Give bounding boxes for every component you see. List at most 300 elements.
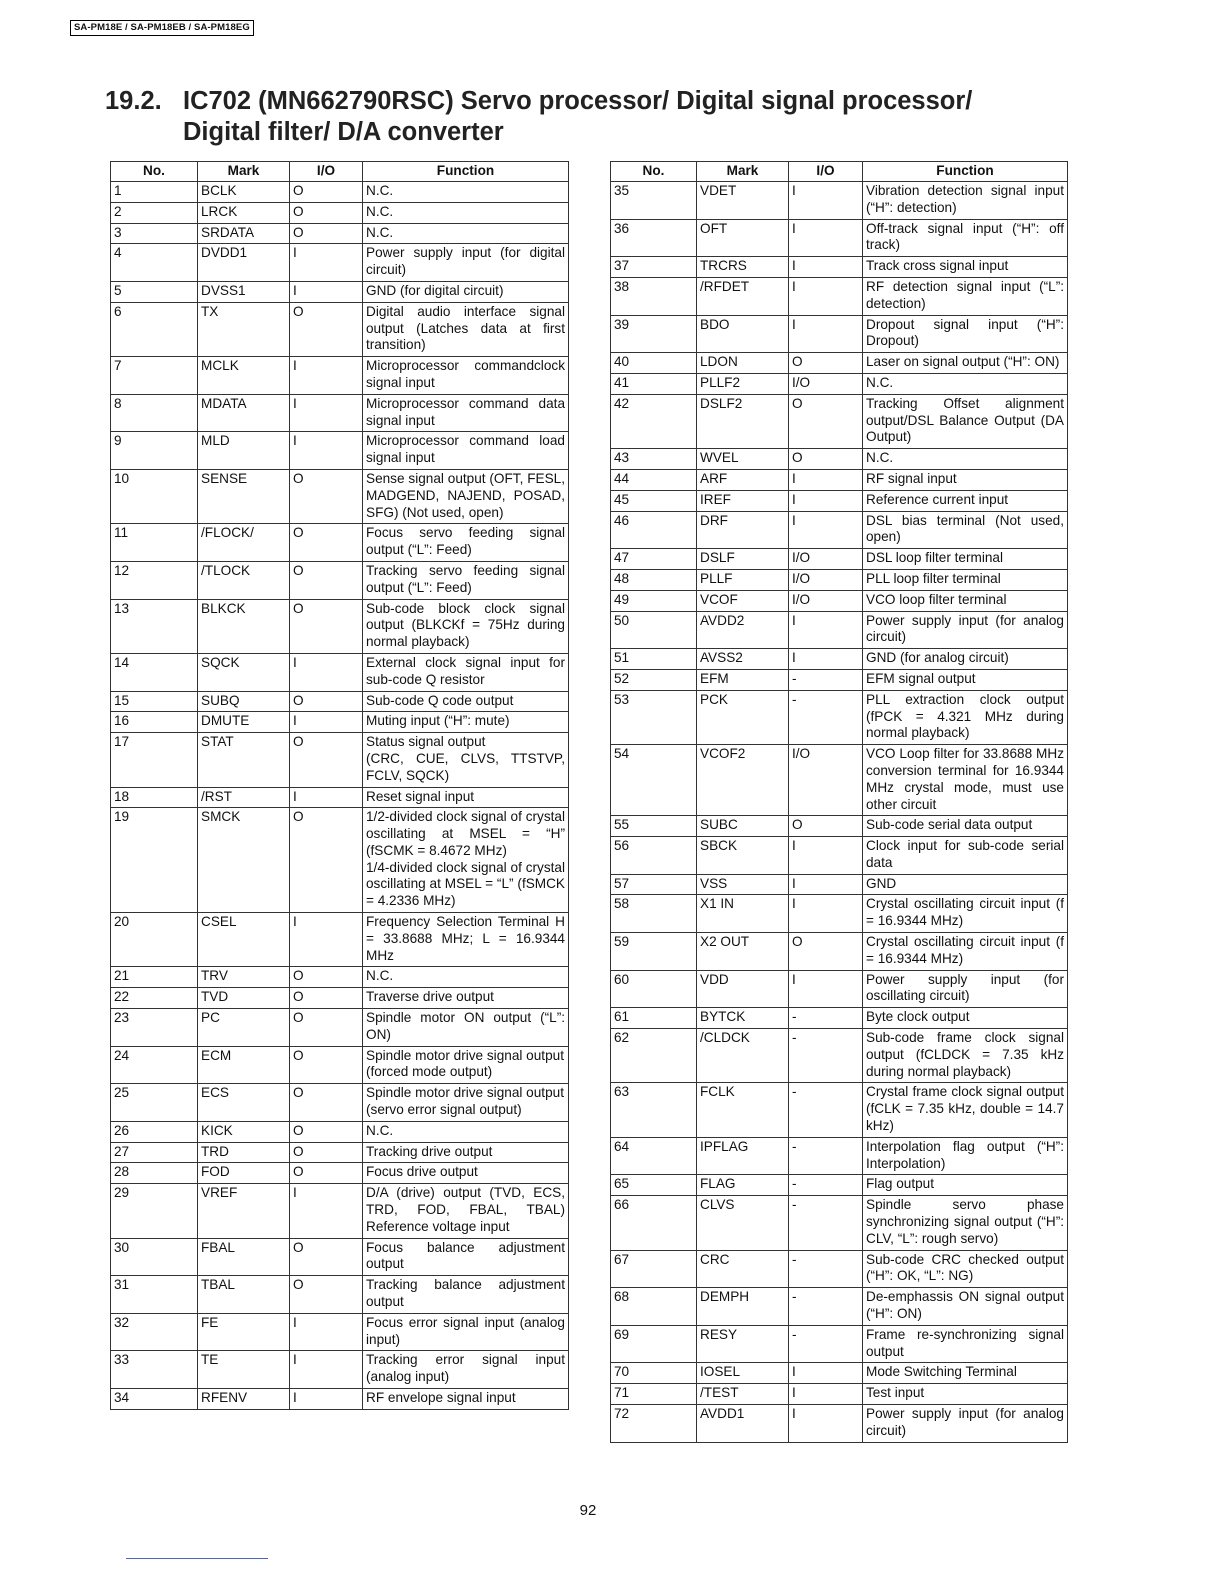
pin-io: - [789, 690, 863, 744]
pin-mark: FLAG [697, 1175, 789, 1196]
pin-function: Reset signal input [363, 787, 569, 808]
pin-mark: TRCRS [697, 257, 789, 278]
pin-mark: FOD [198, 1163, 290, 1184]
pin-function: RF envelope signal input [363, 1389, 569, 1410]
pin-io: I [290, 787, 363, 808]
pin-function: Focus drive output [363, 1163, 569, 1184]
pin-number: 37 [611, 257, 697, 278]
table-row [611, 837, 1068, 875]
table-row [611, 394, 1068, 448]
pin-mark: VREF [198, 1184, 290, 1238]
col-header-mark: Mark [198, 162, 290, 182]
pin-io: I/O [789, 590, 863, 611]
pin-mark: STAT [198, 733, 290, 787]
table-row [611, 611, 1068, 649]
pin-function: Microprocessor command load signal input [363, 432, 569, 470]
pin-number: 4 [111, 244, 198, 282]
pin-number: 68 [611, 1288, 697, 1326]
table-row [111, 988, 569, 1009]
table-row [111, 1313, 569, 1351]
pin-io: I [290, 1313, 363, 1351]
pin-io: I [789, 219, 863, 257]
pin-function: Crystal frame clock signal output (fCLK = 7.35 kHz, double = 14.7 kHz) [863, 1083, 1068, 1137]
section-title-line1: IC702 (MN662790RSC) Servo processor/ Digital signal processor/ [183, 87, 973, 115]
pin-mark: DEMPH [697, 1288, 789, 1326]
pin-io: - [789, 1325, 863, 1363]
pin-function: VCO Loop filter for 33.8688 MHz conversion terminal for 16.9344 MHz crystal mode, must use other circuit [863, 745, 1068, 816]
pin-mark: MLD [198, 432, 290, 470]
pin-table-left [110, 161, 569, 1410]
pin-number: 32 [111, 1313, 198, 1351]
pin-mark: VCOF2 [697, 745, 789, 816]
pin-io: - [789, 1196, 863, 1250]
pin-mark: PLLF [697, 569, 789, 590]
pin-function: Power supply input (for digital circuit) [363, 244, 569, 282]
table-row [611, 1288, 1068, 1326]
pin-io: I/O [789, 745, 863, 816]
pin-io: I [789, 874, 863, 895]
pin-io: I [789, 182, 863, 220]
pin-function: Digital audio interface signal output (Latches data at first transition) [363, 302, 569, 356]
table-row [111, 281, 569, 302]
pin-function: External clock signal input for sub-code Q resistor [363, 653, 569, 691]
table-row [111, 1084, 569, 1122]
pin-number: 27 [111, 1142, 198, 1163]
pin-function: Tracking servo feeding signal output (“L”: Feed) [363, 561, 569, 599]
pin-io: I [290, 432, 363, 470]
pin-mark: EFM [697, 669, 789, 690]
table-row [111, 244, 569, 282]
table-row [611, 933, 1068, 971]
pin-mark: VCOF [697, 590, 789, 611]
pin-mark: BYTCK [697, 1008, 789, 1029]
model-number-header: SA-PM18E / SA-PM18EB / SA-PM18EG [70, 20, 254, 36]
table-row [611, 874, 1068, 895]
pin-number: 18 [111, 787, 198, 808]
pin-number: 23 [111, 1009, 198, 1047]
pin-function: Spindle motor drive signal output (forced mode output) [363, 1046, 569, 1084]
pin-function: Sub-code block clock signal output (BLKCKf = 75Hz during normal playback) [363, 599, 569, 653]
pin-io: I [290, 913, 363, 967]
pin-mark: LRCK [198, 202, 290, 223]
pin-number: 43 [611, 449, 697, 470]
pin-number: 29 [111, 1184, 198, 1238]
pin-io: I [789, 469, 863, 490]
table-row [111, 653, 569, 691]
pin-number: 35 [611, 182, 697, 220]
pin-function: Tracking drive output [363, 1142, 569, 1163]
pin-mark: /CLDCK [697, 1029, 789, 1083]
pin-number: 42 [611, 394, 697, 448]
pin-function: N.C. [363, 967, 569, 988]
pin-number: 47 [611, 549, 697, 570]
pin-io: O [290, 1121, 363, 1142]
table-row [111, 1351, 569, 1389]
pin-function: Spindle motor drive signal output (servo error signal output) [363, 1084, 569, 1122]
table-row [611, 690, 1068, 744]
pin-number: 12 [111, 561, 198, 599]
pin-mark: TBAL [198, 1276, 290, 1314]
pin-mark: RESY [697, 1325, 789, 1363]
table-row [611, 1250, 1068, 1288]
pin-mark: DSLF2 [697, 394, 789, 448]
table-row [111, 1142, 569, 1163]
pin-function: DSL bias terminal (Not used, open) [863, 511, 1068, 549]
table-row [611, 353, 1068, 374]
pin-function: De-emphassis ON signal output (“H”: ON) [863, 1288, 1068, 1326]
pin-table-right [610, 161, 1068, 1443]
pin-function: Sub-code CRC checked output (“H”: OK, “L”: NG) [863, 1250, 1068, 1288]
pin-mark: MDATA [198, 394, 290, 432]
pin-number: 30 [111, 1238, 198, 1276]
pin-io: O [290, 988, 363, 1009]
table-row [111, 1238, 569, 1276]
table-row [111, 182, 569, 203]
pin-mark: FBAL [198, 1238, 290, 1276]
pin-io: O [290, 808, 363, 913]
pin-function: Traverse drive output [363, 988, 569, 1009]
pin-mark: TVD [198, 988, 290, 1009]
table-row [111, 733, 569, 787]
pin-function: Frame re-synchronizing signal output [863, 1325, 1068, 1363]
pin-function: Crystal oscillating circuit input (f = 16.9344 MHz) [863, 895, 1068, 933]
pin-number: 22 [111, 988, 198, 1009]
pin-io: - [789, 1083, 863, 1137]
pin-number: 9 [111, 432, 198, 470]
pin-function: Power supply input (for analog circuit) [863, 611, 1068, 649]
pin-mark: X1 IN [697, 895, 789, 933]
pin-mark: SBCK [697, 837, 789, 875]
pin-function: GND (for analog circuit) [863, 649, 1068, 670]
pin-io: O [290, 1276, 363, 1314]
pin-io: O [789, 816, 863, 837]
section-number: 19.2. [105, 87, 162, 115]
pin-mark: DRF [697, 511, 789, 549]
table-row [111, 599, 569, 653]
pin-function: Sub-code serial data output [863, 816, 1068, 837]
pin-mark: SMCK [198, 808, 290, 913]
pin-function: Frequency Selection Terminal H = 33.8688 MHz; L = 16.9344 MHz [363, 913, 569, 967]
pin-io: O [789, 394, 863, 448]
pin-io: O [290, 182, 363, 203]
pin-function: N.C. [363, 223, 569, 244]
pin-mark: PLLF2 [697, 373, 789, 394]
pin-number: 28 [111, 1163, 198, 1184]
pin-io: - [789, 1250, 863, 1288]
pin-io: I [789, 511, 863, 549]
table-row [611, 590, 1068, 611]
pin-number: 26 [111, 1121, 198, 1142]
pin-number: 56 [611, 837, 697, 875]
pin-function: RF detection signal input (“L”: detection) [863, 277, 1068, 315]
pin-number: 21 [111, 967, 198, 988]
pin-io: - [789, 1008, 863, 1029]
pin-io: I [290, 1184, 363, 1238]
pin-function: Crystal oscillating circuit input (f = 16.9344 MHz) [863, 933, 1068, 971]
col-header-no: No. [611, 162, 697, 182]
pin-io: - [789, 1137, 863, 1175]
table-row [611, 1008, 1068, 1029]
pin-mark: CSEL [198, 913, 290, 967]
table-row [111, 432, 569, 470]
pin-function: Off-track signal input (“H”: off track) [863, 219, 1068, 257]
pin-number: 5 [111, 281, 198, 302]
table-row [611, 745, 1068, 816]
table-row [111, 967, 569, 988]
table-row [111, 1163, 569, 1184]
pin-number: 38 [611, 277, 697, 315]
table-row [611, 373, 1068, 394]
pin-io: O [290, 202, 363, 223]
pin-number: 41 [611, 373, 697, 394]
table-row [611, 511, 1068, 549]
pin-mark: FE [198, 1313, 290, 1351]
pin-io: O [290, 1046, 363, 1084]
pin-function: Muting input (“H”: mute) [363, 712, 569, 733]
pin-io: O [290, 967, 363, 988]
table-row [611, 1029, 1068, 1083]
pin-io: I [789, 315, 863, 353]
table-row [611, 182, 1068, 220]
pin-function: 1/2-divided clock signal of crystal oscillating at MSEL = “H” (fSCMK = 8.4672 MHz) 1/4-divided clock signal of crystal oscillating at MSEL = “L” (fSMCK = 4.2336 MHz) [363, 808, 569, 913]
pin-function: Microprocessor commandclock signal input [363, 357, 569, 395]
pin-io: O [789, 353, 863, 374]
pin-io: I [290, 712, 363, 733]
table-row [611, 816, 1068, 837]
pin-number: 36 [611, 219, 697, 257]
pin-io: I [789, 257, 863, 278]
pin-io: O [290, 469, 363, 523]
pin-function: Focus error signal input (analog input) [363, 1313, 569, 1351]
pin-function: Sub-code Q code output [363, 691, 569, 712]
pin-io: I [290, 244, 363, 282]
pin-number: 59 [611, 933, 697, 971]
pin-mark: DVDD1 [198, 244, 290, 282]
pin-io: O [789, 449, 863, 470]
pin-io: O [290, 599, 363, 653]
table-row [111, 787, 569, 808]
pin-function: Power supply input (for oscillating circuit) [863, 970, 1068, 1008]
table-row [611, 895, 1068, 933]
pin-function: Reference current input [863, 490, 1068, 511]
pin-function: RF signal input [863, 469, 1068, 490]
pin-io: O [290, 1142, 363, 1163]
pin-number: 40 [611, 353, 697, 374]
pin-io: O [290, 561, 363, 599]
pin-function: GND (for digital circuit) [363, 281, 569, 302]
pin-function: GND [863, 874, 1068, 895]
pin-number: 14 [111, 653, 198, 691]
pin-mark: /RFDET [697, 277, 789, 315]
pin-mark: CRC [697, 1250, 789, 1288]
pin-number: 6 [111, 302, 198, 356]
pin-number: 60 [611, 970, 697, 1008]
col-header-io: I/O [290, 162, 363, 182]
pin-function: Test input [863, 1384, 1068, 1405]
pin-mark: PC [198, 1009, 290, 1047]
pin-io: O [290, 1163, 363, 1184]
pin-number: 39 [611, 315, 697, 353]
table-row [611, 1175, 1068, 1196]
pin-mark: ARF [697, 469, 789, 490]
pin-io: O [290, 524, 363, 562]
pin-function: Power supply input (for analog circuit) [863, 1405, 1068, 1443]
table-row [111, 1046, 569, 1084]
pin-io: I [290, 1389, 363, 1410]
pin-io: - [789, 669, 863, 690]
pin-io: I [290, 1351, 363, 1389]
pin-function: Vibration detection signal input (“H”: detection) [863, 182, 1068, 220]
table-row [111, 223, 569, 244]
pin-mark: TRV [198, 967, 290, 988]
pin-number: 69 [611, 1325, 697, 1363]
pin-io: I/O [789, 569, 863, 590]
table-row [111, 357, 569, 395]
pin-io: - [789, 1175, 863, 1196]
pin-function: N.C. [863, 373, 1068, 394]
pin-number: 55 [611, 816, 697, 837]
pin-function: Flag output [863, 1175, 1068, 1196]
pin-number: 61 [611, 1008, 697, 1029]
pin-mark: FCLK [697, 1083, 789, 1137]
pin-number: 52 [611, 669, 697, 690]
col-header-function: Function [863, 162, 1068, 182]
table-row [111, 1121, 569, 1142]
pin-number: 24 [111, 1046, 198, 1084]
table-row [611, 1384, 1068, 1405]
pin-mark: DMUTE [198, 712, 290, 733]
pin-number: 66 [611, 1196, 697, 1250]
pin-io: I [290, 394, 363, 432]
table-row [111, 394, 569, 432]
pin-number: 44 [611, 469, 697, 490]
pin-number: 8 [111, 394, 198, 432]
pin-mark: AVSS2 [697, 649, 789, 670]
pin-mark: TRD [198, 1142, 290, 1163]
table-row [611, 1325, 1068, 1363]
pin-function: Spindle motor ON output (“L”: ON) [363, 1009, 569, 1047]
pin-number: 11 [111, 524, 198, 562]
pin-function: VCO loop filter terminal [863, 590, 1068, 611]
pin-io: I/O [789, 373, 863, 394]
table-row [611, 219, 1068, 257]
table-row [611, 1196, 1068, 1250]
table-row [611, 1363, 1068, 1384]
pin-function: Focus balance adjustment output [363, 1238, 569, 1276]
pin-function: Byte clock output [863, 1008, 1068, 1029]
pin-mark: /RST [198, 787, 290, 808]
pin-mark: SUBQ [198, 691, 290, 712]
pin-mark: DVSS1 [198, 281, 290, 302]
pin-mark: SRDATA [198, 223, 290, 244]
table-row [111, 808, 569, 913]
pin-mark: WVEL [697, 449, 789, 470]
pin-io: I [789, 277, 863, 315]
pin-function: N.C. [363, 202, 569, 223]
pin-function: Interpolation flag output (“H”: Interpolation) [863, 1137, 1068, 1175]
pin-function: Tracking Offset alignment output/DSL Balance Output (DA Output) [863, 394, 1068, 448]
pin-io: O [290, 1238, 363, 1276]
pin-number: 58 [611, 895, 697, 933]
pin-mark: AVDD1 [697, 1405, 789, 1443]
pin-mark: SQCK [198, 653, 290, 691]
table-row [111, 561, 569, 599]
pin-number: 63 [611, 1083, 697, 1137]
pin-mark: X2 OUT [697, 933, 789, 971]
table-row [611, 1405, 1068, 1443]
pin-io: - [789, 1029, 863, 1083]
table-row [611, 469, 1068, 490]
pin-function: Sub-code frame clock signal output (fCLDCK = 7.35 kHz during normal playback) [863, 1029, 1068, 1083]
table-row [611, 669, 1068, 690]
pin-number: 51 [611, 649, 697, 670]
pin-io: I [789, 490, 863, 511]
pin-mark: LDON [697, 353, 789, 374]
pin-mark: ECS [198, 1084, 290, 1122]
pin-number: 57 [611, 874, 697, 895]
pin-mark: VSS [697, 874, 789, 895]
pin-io: O [290, 223, 363, 244]
table-row [611, 569, 1068, 590]
pin-number: 45 [611, 490, 697, 511]
pin-mark: SENSE [198, 469, 290, 523]
pin-io: I/O [789, 549, 863, 570]
section-title-line2: Digital filter/ D/A converter [183, 118, 504, 146]
table-row [111, 469, 569, 523]
pin-function: PLL extraction clock output (fPCK = 4.321 MHz during normal playback) [863, 690, 1068, 744]
pin-mark: DSLF [697, 549, 789, 570]
pin-mark: /FLOCK/ [198, 524, 290, 562]
section-title [105, 86, 972, 148]
pin-mark: /TEST [697, 1384, 789, 1405]
table-row [111, 1184, 569, 1238]
pin-mark: BLKCK [198, 599, 290, 653]
table-row [611, 970, 1068, 1008]
pin-number: 25 [111, 1084, 198, 1122]
pin-mark: BCLK [198, 182, 290, 203]
pin-mark: /TLOCK [198, 561, 290, 599]
pin-mark: IOSEL [697, 1363, 789, 1384]
table-row [611, 449, 1068, 470]
pin-mark: IPFLAG [697, 1137, 789, 1175]
pin-io: I [789, 1363, 863, 1384]
pin-number: 48 [611, 569, 697, 590]
pin-number: 10 [111, 469, 198, 523]
pin-io: I [789, 611, 863, 649]
pin-io: I [789, 1405, 863, 1443]
pin-function: Spindle servo phase synchronizing signal output (“H”: CLV, “L”: rough servo) [863, 1196, 1068, 1250]
pin-function: Track cross signal input [863, 257, 1068, 278]
pin-mark: VDD [697, 970, 789, 1008]
pin-number: 50 [611, 611, 697, 649]
pin-number: 33 [111, 1351, 198, 1389]
pin-number: 62 [611, 1029, 697, 1083]
pin-number: 54 [611, 745, 697, 816]
pin-io: I [290, 281, 363, 302]
pin-io: O [290, 1009, 363, 1047]
table-row [611, 1137, 1068, 1175]
pin-mark: OFT [697, 219, 789, 257]
col-header-mark: Mark [697, 162, 789, 182]
pin-io: I [789, 837, 863, 875]
pin-function: Dropout signal input (“H”: Dropout) [863, 315, 1068, 353]
footnote-rule [126, 1558, 268, 1559]
pin-number: 7 [111, 357, 198, 395]
col-header-function: Function [363, 162, 569, 182]
pin-mark: TE [198, 1351, 290, 1389]
pin-number: 34 [111, 1389, 198, 1410]
pin-mark: RFENV [198, 1389, 290, 1410]
